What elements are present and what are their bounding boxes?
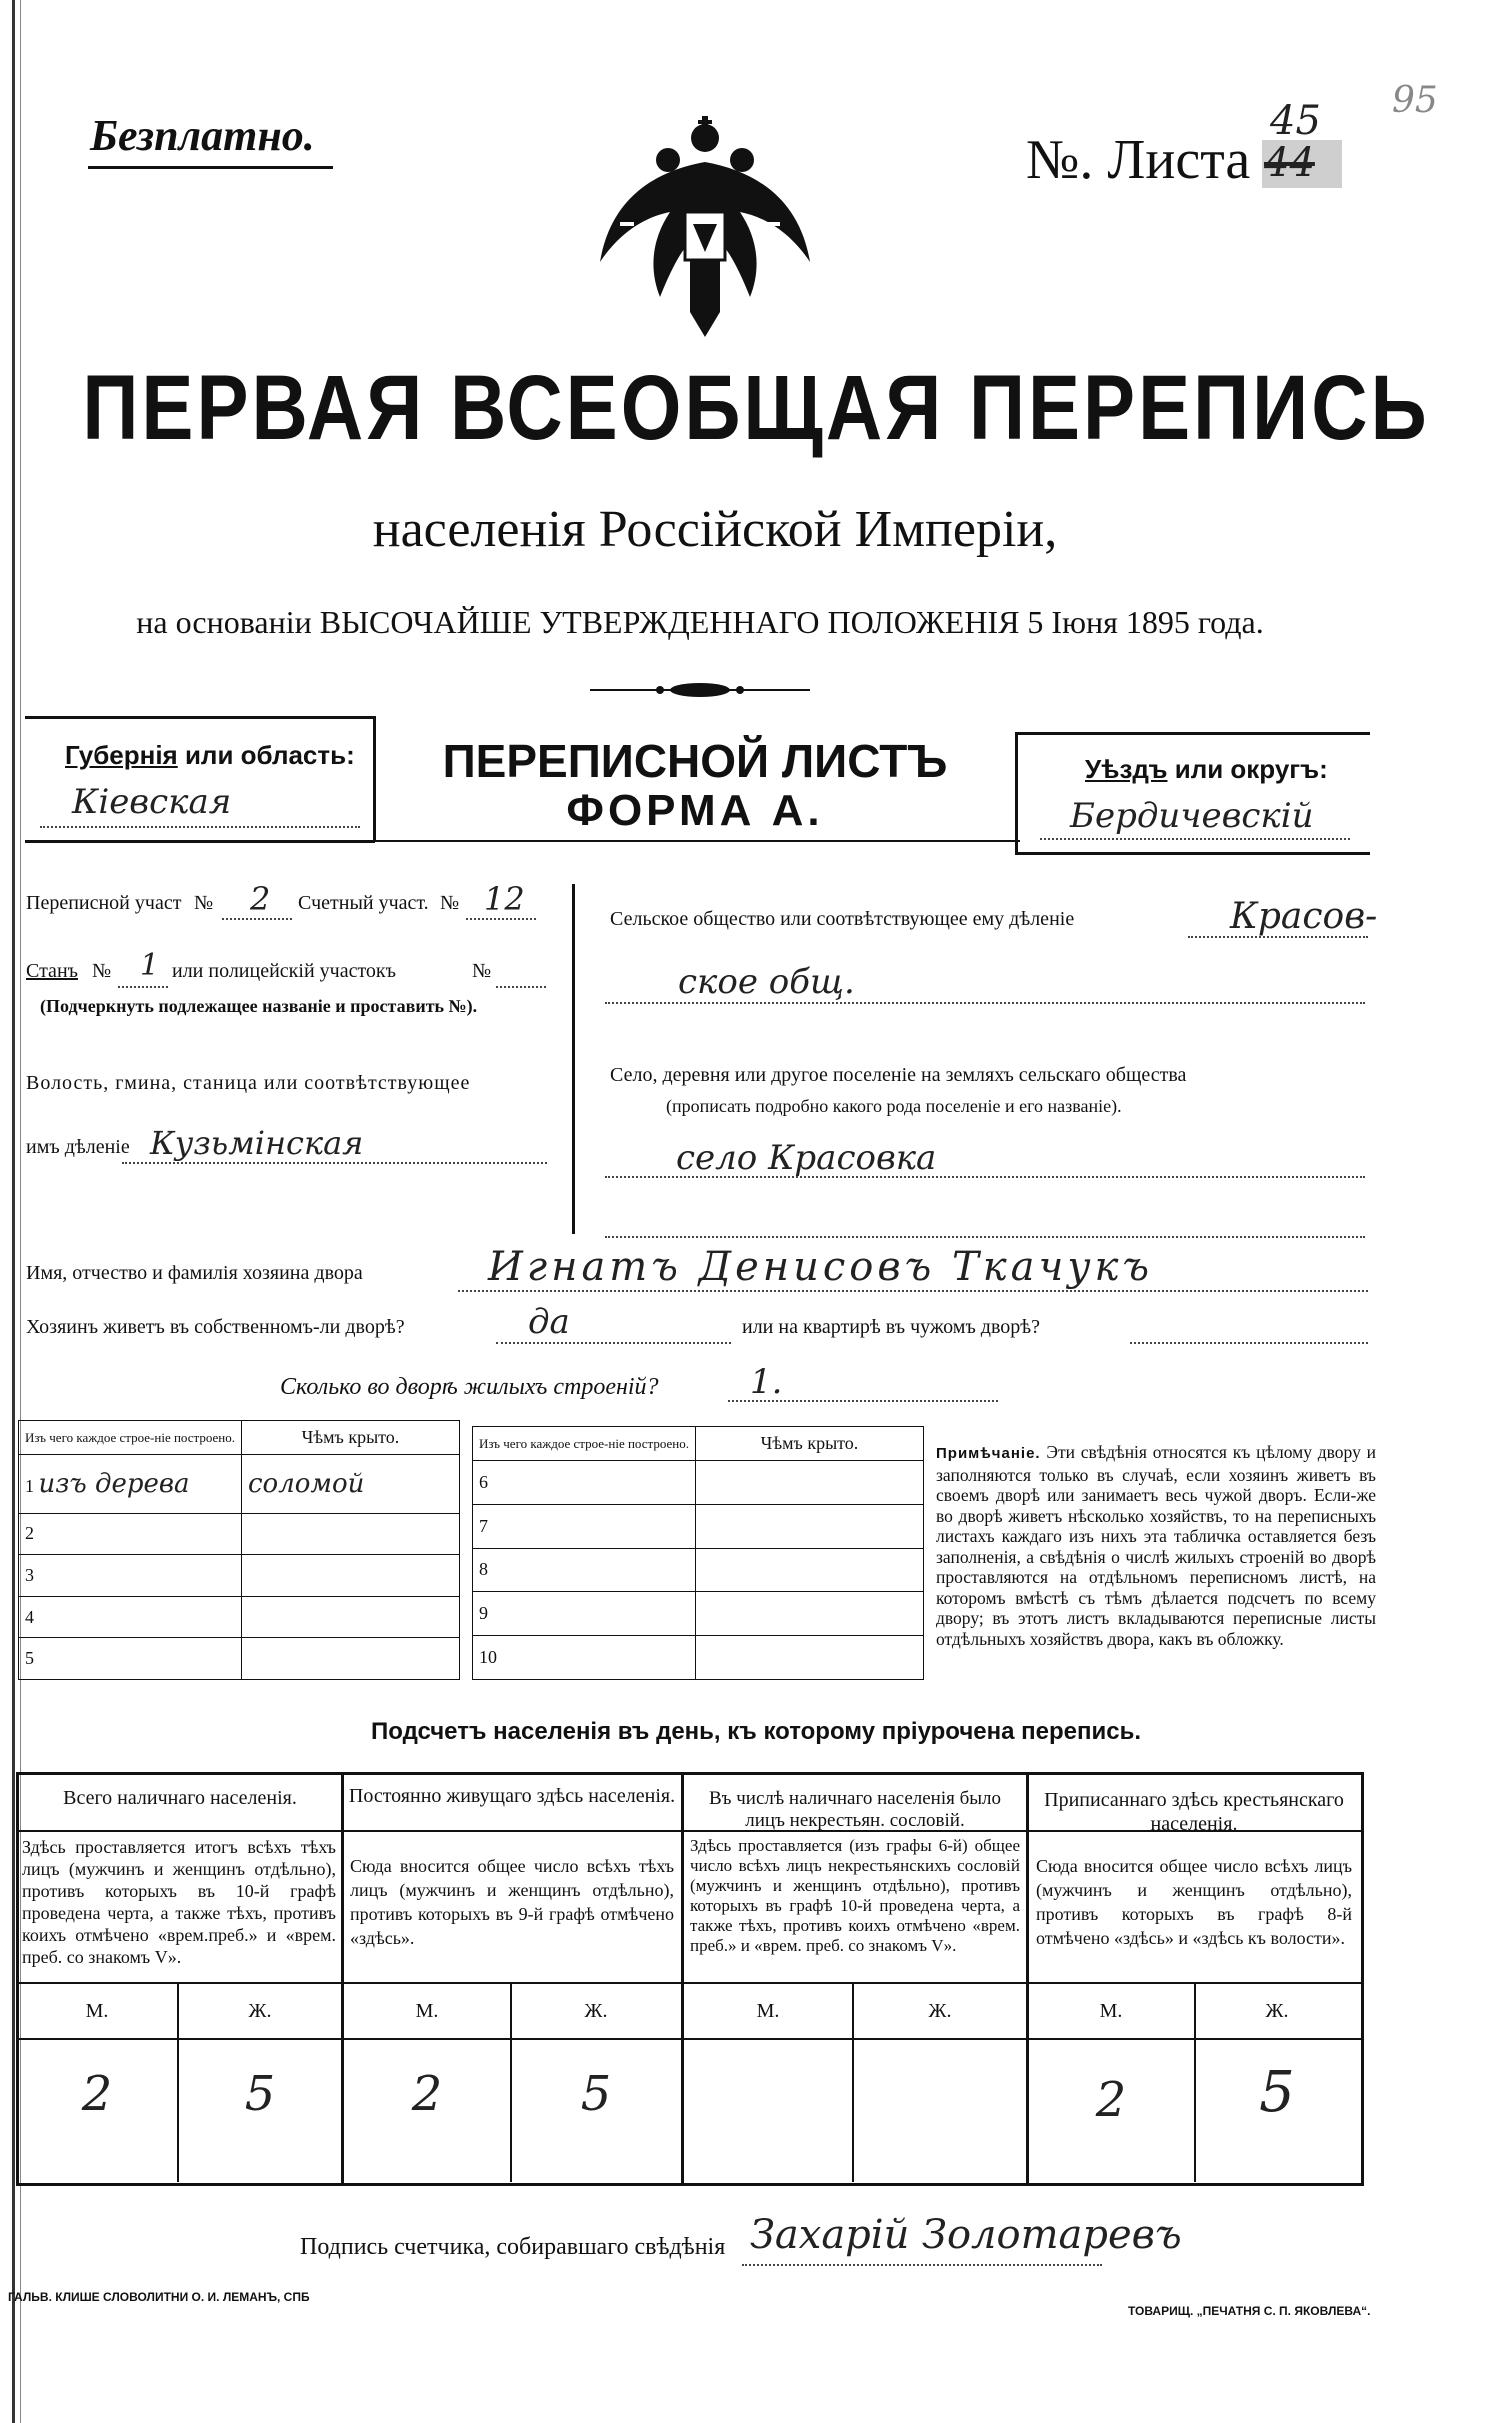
table-cell: [242, 1513, 460, 1555]
table-cell: 6: [473, 1461, 696, 1505]
table-cell: [696, 1636, 924, 1680]
census-area-label: Переписной участ: [26, 892, 182, 914]
table-cell: соломой: [242, 1455, 460, 1514]
table-row: [19, 1513, 460, 1555]
table-cell: 5: [19, 1638, 242, 1680]
province-value: Кіевская: [72, 782, 232, 822]
buildings-line: [728, 1400, 998, 1402]
note-block: [936, 1442, 1376, 1649]
table-row: [19, 1596, 460, 1638]
table-row: [19, 1555, 460, 1597]
pop-col-2-f-value: 5: [580, 2066, 612, 2122]
form-title: ПЕРЕПИСНОЙ ЛИСТЪ: [442, 735, 948, 787]
pop-col-1-f-header: Ж.: [248, 2000, 272, 2022]
table-cell: 1 изъ дерева: [19, 1455, 242, 1514]
table-cell: [696, 1592, 924, 1636]
pop-col-4-m-value: 2: [1095, 2072, 1127, 2128]
printer-right: ТОВАРИЩ. „ПЕЧАТНЯ С. П. ЯКОВЛЕВА“.: [1128, 2304, 1371, 2318]
table-row: [473, 1636, 924, 1680]
table-cell: 7: [473, 1504, 696, 1548]
owner-name-line: [458, 1290, 1368, 1292]
stan-value: 1: [140, 948, 160, 983]
stan-label: Станъ: [26, 960, 78, 982]
province-label: Губернія или область:: [65, 740, 355, 770]
village-label: Село, деревня или другое поселеніе на земляхъ сельскаго общества: [610, 1064, 1187, 1086]
census-area-value: 2: [250, 880, 271, 918]
rule: [1015, 732, 1370, 735]
table-cell: [242, 1555, 460, 1597]
society-line-1: [1188, 936, 1368, 938]
pop-col-2-title: Постоянно живущаго здѣсь населенія.: [348, 1785, 676, 1807]
table-cell: [242, 1596, 460, 1638]
village-line-2: [605, 1236, 1365, 1238]
society-value-1: Красов-: [1230, 896, 1378, 937]
rule: [1015, 732, 1018, 854]
sheet-number-new: 45: [1270, 98, 1321, 144]
village-value: село Красовка: [676, 1138, 937, 1178]
police-label: или полицейскій участокъ: [172, 960, 396, 982]
district-value: Бердичевскій: [1070, 796, 1314, 836]
table-cell: 2: [19, 1513, 242, 1555]
pop-col-3-title: Въ числѣ наличнаго населенія было лицъ некрестьян. сословій.: [708, 1788, 1002, 1831]
pop-col-4-f-header: Ж.: [1265, 2000, 1289, 2022]
police-no-label: №: [472, 960, 492, 982]
pop-col-3-f-header: Ж.: [928, 2000, 952, 2022]
rented-label: или на квартирѣ въ чужомъ дворѣ?: [742, 1316, 1041, 1338]
sheet-number-old: 44: [1264, 140, 1315, 186]
table-row: [473, 1548, 924, 1592]
volost-label-2: имъ дѣленіе: [26, 1136, 130, 1158]
count-area-no-label: №: [440, 892, 460, 914]
free-underline: [88, 166, 333, 169]
population-heading: Подсчетъ населенія въ день, къ которому пріурочена перепись.: [371, 1718, 1141, 1745]
buildings-col-roof-header: Чѣмъ крыто.: [242, 1421, 460, 1455]
count-area-value: 12: [484, 880, 525, 918]
table-cell: [696, 1461, 924, 1505]
table-cell: 4: [19, 1596, 242, 1638]
pop-col-4-title: Приписаннаго здѣсь крестьянскаго населенія.: [1044, 1789, 1344, 1835]
table-row: [473, 1461, 924, 1505]
note-title: Примѣчаніе.: [936, 1445, 1041, 1462]
table-cell: 9: [473, 1592, 696, 1636]
pop-col-2-f-header: Ж.: [584, 2000, 608, 2022]
table-cell: [696, 1548, 924, 1592]
pop-col-4-m-header: М.: [1099, 2000, 1123, 2022]
police-line: [496, 986, 546, 988]
buildings-col-material-header: Изъ чего каждое строе-ніе построено.: [19, 1421, 242, 1455]
table-row: [19, 1455, 460, 1514]
table-cell: 8: [473, 1548, 696, 1592]
pop-col-4-f-value: 5: [1259, 2060, 1295, 2125]
signature-line: [742, 2264, 1102, 2266]
rule: [16, 2038, 1361, 2040]
society-line-2: [605, 1002, 1365, 1004]
count-area-line: [466, 918, 536, 920]
note-text: Эти свѣдѣнія относятся къ цѣлому двору и заполняются только въ случаѣ, если хозяинъ живетъ въ своемъ дворѣ или занимаетъ весь чужой дворъ. Если-же во дворѣ живетъ нѣсколько хозяйствъ, то на переписныхъ листахъ каждаго изъ нихъ эта табличка оставляется безъ заполненія, а свѣдѣнія о числѣ жилыхъ строеній во дворѣ проставляются на отдѣльномъ переписномъ листѣ, на которомъ вмѣстѣ съ тѣмъ дѣлается подсчетъ по всему двору; въ этотъ листъ вкладываются переписные листы отдѣльныхъ хозяйствъ двора, какъ въ обложку.: [936, 1442, 1376, 1649]
rule: [375, 840, 1020, 842]
main-title: ПЕРВАЯ ВСЕОБЩАЯ ПЕРЕПИСЬ: [82, 354, 1430, 459]
village-note: (прописать подробно какого рода поселеніе и его названіе).: [666, 1096, 1122, 1116]
ornament-divider: [590, 680, 810, 700]
buildings-label: Сколько во дворѣ жилыхъ строеній?: [280, 1374, 659, 1400]
basis-line: на основаніи ВЫСОЧАЙШЕ УТВЕРЖДЕННАГО ПОЛОЖЕНІЯ 5 Іюня 1895 года.: [136, 604, 1264, 640]
buildings-table-left: [18, 1420, 460, 1680]
subtitle: населенія Россійской Имперіи,: [372, 501, 1058, 558]
underline-note: (Подчеркнуть подлежащее названіе и проставить №).: [40, 996, 478, 1016]
stan-no-label: №: [92, 960, 112, 982]
table-row: [473, 1504, 924, 1548]
pop-col-1-f-value: 5: [244, 2066, 276, 2122]
free-label: Безплатно.: [90, 111, 315, 160]
buildings-value: 1.: [750, 1362, 783, 1402]
table-cell: [242, 1638, 460, 1680]
own-yard-label: Хозяинъ живетъ въ собственномъ-ли дворѣ?: [26, 1316, 405, 1338]
buildings-table-right: [472, 1426, 924, 1680]
imperial-eagle-emblem-icon: [590, 112, 820, 342]
own-yard-value: да: [528, 1302, 570, 1342]
volost-label: Волость, гмина, станица или соотвѣтствующее: [26, 1072, 471, 1094]
district-label: Уѣздъ или округъ:: [1085, 754, 1328, 784]
table-cell: 3: [19, 1555, 242, 1597]
buildings-col-material-header: Изъ чего каждое строе-ніе построено.: [473, 1427, 696, 1461]
pop-col-1-title: Всего наличнаго населенія.: [63, 1787, 297, 1809]
rule: [25, 716, 375, 719]
society-label: Сельское общество или соотвѣтствующее ему дѣленіе: [610, 908, 1075, 930]
signature-value: Захарій Золотаревъ: [750, 2212, 1182, 2258]
own-yard-line: [496, 1342, 731, 1344]
rented-line: [1130, 1342, 1368, 1344]
rule: [681, 1772, 684, 2183]
table-cell: 10: [473, 1636, 696, 1680]
rule: [373, 716, 376, 842]
pop-col-2-m-header: М.: [415, 2000, 439, 2022]
owner-name-label: Имя, отчество и фамилія хозяина двора: [26, 1262, 363, 1284]
census-area-line: [222, 918, 292, 920]
printer-left: ГАЛЬВ. КЛИШЕ СЛОВОЛИТНИ О. И. ЛЕМАНЪ, СПБ: [8, 2290, 310, 2304]
stan-line: [118, 986, 168, 988]
village-line-1: [605, 1176, 1365, 1178]
buildings-col-roof-header: Чѣмъ крыто.: [696, 1427, 924, 1461]
pop-col-1-m-value: 2: [81, 2066, 113, 2122]
owner-name-value: Игнатъ Денисовъ Ткачукъ: [488, 1244, 1154, 1290]
rule: [16, 1982, 1361, 1984]
rule: [25, 840, 375, 843]
signature-label: Подпись счетчика, собиравшаго свѣдѣнія: [300, 2234, 726, 2260]
pop-col-1-desc: Здѣсь проставляется итогъ всѣхъ тѣхъ лицъ (мужчинъ и женщинъ отдѣльно), противъ которыхъ въ 10-й графѣ проведена черта, а также тѣхъ, противъ коихъ отмѣчено «врем.преб.» и «врем. преб. со знакомъ V».: [22, 1837, 336, 1967]
census-area-no-label: №: [194, 892, 214, 914]
pop-col-4-desc: Сюда вносится общее число всѣхъ лицъ (мужчинъ и женщинъ отдѣльно), противъ которыхъ въ графѣ 8-й отмѣчено «здѣсь» и «здѣсь къ волости».: [1036, 1856, 1352, 1948]
pop-col-3-m-header: М.: [756, 2000, 780, 2022]
volost-line: [122, 1162, 547, 1164]
volost-value: Кузьмінская: [150, 1124, 364, 1162]
sheet-number-label: №. Листа: [1026, 129, 1251, 191]
pop-col-2-desc: Сюда вносится общее число всѣхъ тѣхъ лицъ (мужчинъ и женщинъ отдѣльно), противъ которыхъ въ 9-й графѣ отмѣчено «здѣсь».: [350, 1856, 674, 1948]
rule: [1015, 852, 1370, 855]
column-divider: [572, 884, 575, 1234]
corner-pencil-mark: 95: [1392, 80, 1438, 121]
count-area-label: Счетный участ.: [298, 892, 429, 914]
pop-col-3-desc: Здѣсь проставляется (изъ графы 6-й) общее число всѣхъ лицъ некрестьянскихъ сословій (мужчинъ и женщинъ отдѣльно), противъ которыхъ въ графѣ 10-й проведена черта, а также тѣхъ, противъ коихъ отмѣчено «врем. преб.» и «врем. преб. со знакомъ V».: [690, 1836, 1020, 1955]
table-cell: [696, 1504, 924, 1548]
rule: [177, 1982, 179, 2182]
pop-col-1-m-header: М.: [85, 2000, 109, 2022]
society-value-2: ское общ.: [678, 962, 855, 1002]
pop-col-2-m-value: 2: [411, 2066, 443, 2122]
table-row: [473, 1592, 924, 1636]
province-line: [40, 826, 360, 828]
table-row: [19, 1638, 460, 1680]
district-line: [1040, 838, 1350, 840]
form-subtitle: ФОРМА А.: [566, 786, 824, 835]
